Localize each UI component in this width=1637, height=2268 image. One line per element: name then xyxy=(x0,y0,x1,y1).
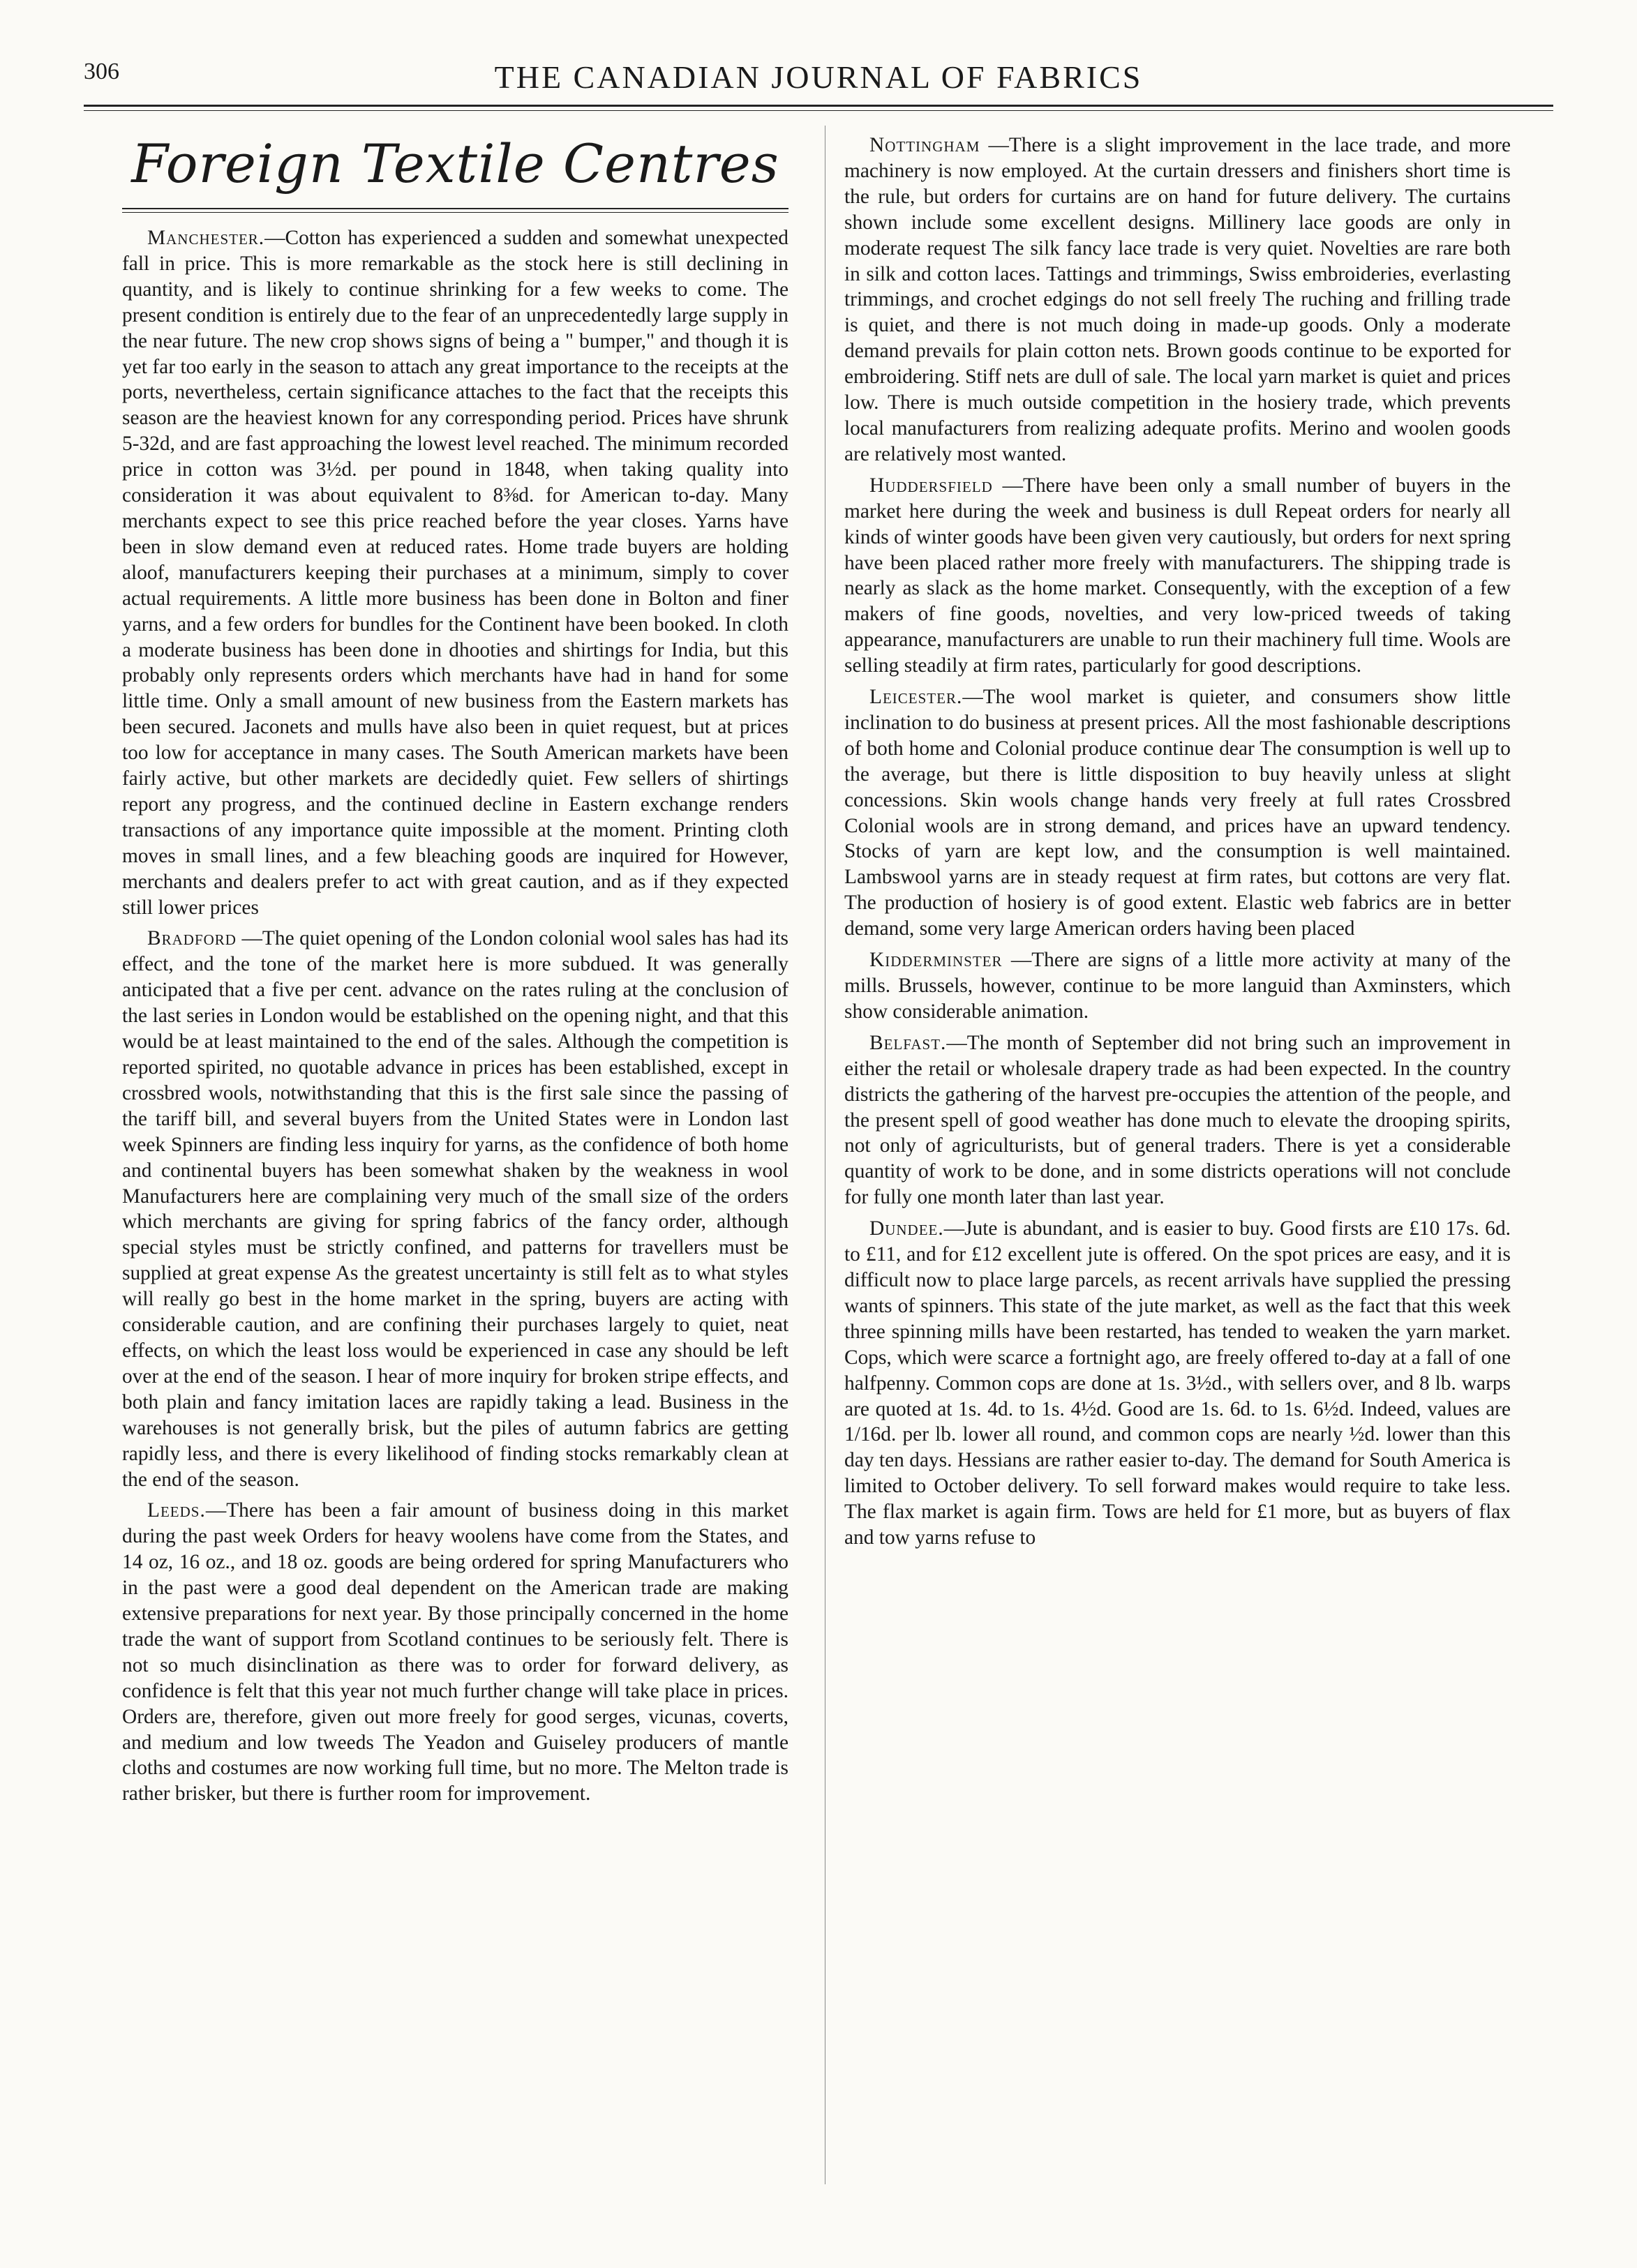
city-name: Huddersfield xyxy=(869,474,993,497)
city-name: Bradford xyxy=(147,927,237,950)
city-name: Nottingham xyxy=(869,134,980,156)
title-rule-thin xyxy=(122,212,788,213)
article-kidderminster xyxy=(844,947,1511,1025)
article-text: —Cotton has experienced a sudden and somewhat unexpected fall in price. This is more remarkable as the stock here is still declining in quantity, and is likely to continue shrinking for a few weeks to come. The present condition is entirely due to the fear of an unprecedentedly large supply in the near future. The new crop shows signs of being a " bumper," and though it is yet far too early in the season to attach any great importance to the receipts at the ports, nevertheless, certain significance attaches to the fact that the receipts this season are the heaviest known for any corresponding period. Prices have shrunk 5-32d, and are fast approaching the lowest level reached. The minimum recorded price in cotton was 3½d. per pound in 1848, when taking quality into consideration it was about equivalent to 8⅜d. for American to-day. Many merchants expect to see this price reached before the year closes. Yarns have been in slow demand even at reduced rates. Home trade buyers are holding aloof, manufacturers keeping their purchases at a minimum, simply to cover actual requirements. A little more business has been done in Bolton and finer yarns, and a few orders for bundles for the Continent have been booked. In cloth a moderate business has been done in dhooties and shirtings for India, but this probably only represents orders which merchants have had in hand for some little time. Only a small amount of new business from the Eastern markets has been secured. Jaconets and mulls have also been in quiet request, but at prices too low for acceptance in many cases. The South American markets have been fairly active, but other markets are decidedly quiet. Few sellers of shirtings report any progress, and the continued decline in Eastern exchange renders transactions of any importance quite impossible at the moment. Printing cloth moves in small lines, and a few bleaching goods are inquired for However, merchants and dealers prefer to act with great caution, and as if they expected still lower prices xyxy=(122,227,788,919)
right-column xyxy=(844,133,1511,1556)
article-text: —Jute is abundant, and is easier to buy. Good firsts are £10 17s. 6d. to £11, and for £12 excellent jute is offered. On the spot prices are easy, and it is difficult now to place large parcels, as recent arrivals have supplied the pressing wants of spinners. This state of the jute market, as well as the fact that this week three spinning mills have been restarted, has tended to weaken the yarn market. Cops, which were scarce a fortnight ago, are freely offered to-day at a fall of one halfpenny. Common cops are done at 1s. 3½d., with sellers over, and 8 lb. warps are quoted at 1s. 4d. to 1s. 4½d. Good are 1s. 6d. to 1s. 6½d. Indeed, values are 1/16d. per lb. lower all round, and common cops are nearly ½d. lower than this day ten days. Hessians are rather easier to-day. The demand for South America is limited to October delivery. To sell forward makes would require to take less. The flax market is again firm. Tows are held for £1 more, but as buyers of flax and tow yarns refuse to xyxy=(844,1217,1511,1549)
city-name: Belfast. xyxy=(869,1031,947,1054)
city-name: Kidderminster xyxy=(869,949,1003,972)
section-title: Foreign Textile Centres xyxy=(131,133,779,195)
article-text: —The quiet opening of the London colonial wool sales has had its effect, and the tone of the market here is more subdued. It was generally anticipated that a five per cent. advance on the rates ruling at the conclusion of the last series in London would be established on the opening night, and that this would be at least maintained to the end of the sales. Although the competition is reported spirited, no quotable advance in prices has been established, except in crossbred wools, notwithstanding that this is the first sale since the passing of the tariff bill, and several buyers from the United States were in London last week Spinners are finding less inquiry for yarns, as the confidence of both home and continental buyers has been somewhat shaken by the weakness in wool Manufacturers here are complaining very much of the small size of the orders which merchants are giving for spring fabrics of the fancy order, although special styles must be strictly confined, and patterns for travellers must be supplied at great expense As the greatest uncertainty is still felt as to what styles will really go best in the home market in the spring, buyers are acting with considerable caution, and are confining their purchases largely to quiet, neat effects, on which the least loss would be experienced in case any should be left over at the end of the season. I hear of more inquiry for broken stripe effects, and both plain and fancy imitation laces are rapidly taking a lead. Business in the warehouses is not generally brisk, but the piles of autumn fabrics are getting rapidly less, and there is every likelihood of finding stocks remarkably clean at the end of the season. xyxy=(122,927,788,1491)
article-text: —There have been only a small number of buyers in the market here during the week and business is dull Repeat orders for nearly all kinds of winter goods have been given very cautiously, but orders for next spring have been placed rather more freely with manufacturers. The shipping trade is nearly as slack as the home market. Consequently, with the exception of a few makers of fine goods, novelties, and very low-priced tweeds of taking appearance, manufacturers are unable to run their machinery full time. Wools are selling steadily at firm rates, particularly for good descriptions. xyxy=(844,474,1511,677)
city-name: Leeds. xyxy=(147,1499,206,1522)
article-text: —The month of September did not bring such an improvement in either the retail or wholesale drapery trade as had been expected. In the country districts the gathering of the harvest pre-occupies the attention of the people, and the present spell of good weather has done much to elevate the drooping spirits, not only of agriculturists, but of general traders. There is yet a considerable quantity of work to be done, and in some districts operations will not conclude for fully one month later than last year. xyxy=(844,1031,1511,1209)
article-belfast xyxy=(844,1030,1511,1210)
city-name: Manchester. xyxy=(147,227,265,249)
article-nottingham xyxy=(844,133,1511,467)
header-rule-thin xyxy=(84,110,1553,111)
journal-title: THE CANADIAN JOURNAL OF FABRICS xyxy=(494,59,1143,95)
article-text: —There are signs of a little more activity at many of the mills. Brussels, however, continue to be more languid than Axminsters, which show considerable animation. xyxy=(844,949,1511,1023)
article-dundee xyxy=(844,1216,1511,1551)
article-text: —There is a slight improvement in the lace trade, and more machinery is now employed. At the curtain dressers and finishers short time is the rule, but orders for curtains are on hand for future delivery. The curtains shown include some excellent designs. Millinery lace goods are only in moderate request The silk fancy lace trade is very quiet. Novelties are rare both in silk and cotton laces. Tattings and trimmings, Swiss embroideries, everlasting trimmings, and crochet edgings do not sell freely The ruching and frilling trade is quiet, and there is not much doing in made-up goods. Only a moderate demand prevails for plain cotton nets. Brown goods continue to be exported for embroidering. Stiff nets are dull of sale. The local yarn market is quiet and prices low. There is much outside competition in the hosiery trade, which prevents local manufacturers from realizing adequate profits. Merino and woolen goods are relatively most wanted. xyxy=(844,134,1511,465)
page-number: 306 xyxy=(84,59,119,84)
article-manchester xyxy=(122,225,788,920)
city-name: Leicester. xyxy=(869,686,963,709)
title-rule xyxy=(122,208,788,209)
header-rule xyxy=(84,105,1553,107)
article-text: —The wool market is quieter, and consumers show little inclination to do business at present prices. All the most fashionable descriptions of both home and Colonial produce continue dear The consumption is well up to the average, but there is little disposition to buy heavily unless at slight concessions. Skin wools change hands very freely at full rates Crossbred Colonial wools are in strong demand, and prices have an upward tendency. Stocks of yarn are kept low, and the consumption is well maintained. Lambswool yarns are in steady request at firm rates, but cottons are very flat. The production of hosiery is of good extent. Elastic web fabrics are in better demand, some very large American orders having been placed xyxy=(844,686,1511,940)
article-leeds xyxy=(122,1498,788,1807)
article-huddersfield xyxy=(844,473,1511,679)
article-text: —There has been a fair amount of business doing in this market during the past week Orders for heavy woolens have come from the States, and 14 oz, 16 oz., and 18 oz. goods are being ordered for spring Manufacturers who in the past were a good deal dependent on the American trade are making extensive preparations for next year. By those principally concerned in the home trade the want of support from Scotland continues to be seriously felt. There is not so much disinclination as there was to order for forward delivery, as confidence is felt that this year not much further change will take place in prices. Orders are, therefore, given out more freely for good serges, vicunas, coverts, and medium and low tweeds The Yeadon and Guiseley producers of mantle cloths and costumes are now working full time, but no more. The Melton trade is rather brisker, but there is further room for improvement. xyxy=(122,1499,788,1805)
city-name: Dundee. xyxy=(869,1217,944,1240)
article-bradford xyxy=(122,926,788,1492)
article-leicester xyxy=(844,684,1511,942)
left-column xyxy=(122,126,788,1812)
